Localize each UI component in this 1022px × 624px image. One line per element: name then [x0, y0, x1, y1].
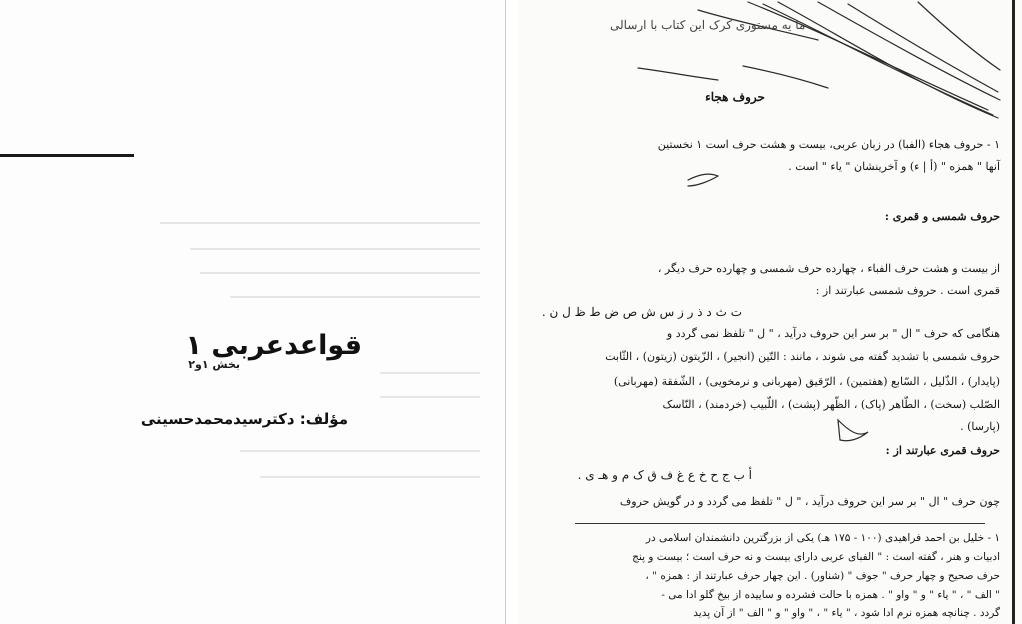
footnote-line: گردد . چنانچه همزه نرم ادا شود ، " یاء " ، " واو " و " الف " از آن پدید — [693, 607, 1000, 619]
page-gutter — [505, 0, 506, 624]
text-line: الصّلب (سخت) ، الطّاهر (پاک) ، الظّهر (پشت) ، اللّبیب (خردمند) ، النّاسک — [662, 398, 1000, 411]
text-line: چون حرف " ال " بر سر این حروف درآید ، " ل " تلفظ می گردد و در گویش حروف — [619, 495, 1000, 508]
footnote-line: ادبیات و هنر ، گفته است : " الفبای عربی دارای بیست و نه حرف است ؛ بیست و پنج — [632, 551, 1000, 563]
show-through-line — [380, 372, 480, 374]
footnote-line: حرف صحیح و چهار حرف " جوف " (شناور) . این چهار حرف عبارتند از : همزه " ، — [645, 570, 1000, 582]
footnote-rule — [575, 523, 985, 524]
cover-title: قواعدعربی ۱ — [185, 330, 362, 361]
left-page — [0, 0, 505, 624]
show-through-line — [160, 222, 480, 224]
text-line: (پایدار) ، الذّلیل ، السّابع (هفتمین) ، الرّقیق (مهربانی و نرمخویی) ، الشّفقة (مهربانی) — [613, 375, 1000, 388]
handwritten-header: ما یه مستوری کرک این کتاب با ارسالی — [610, 18, 806, 32]
show-through-line — [200, 272, 480, 274]
shamsi-letters: ت ث د ذ ر ز س ش ص ض ط ظ ل ن . — [541, 305, 742, 319]
text-line: قمری است . حروف شمسی عبارتند از : — [815, 284, 1000, 297]
cover-author: مؤلف: دکترسیدمحمدحسینی — [140, 410, 348, 428]
qamari-letters: أ ب ج ح خ ع غ ف ق ک م و هـ ی . — [577, 468, 752, 482]
show-through-line — [260, 476, 480, 478]
text-line: حروف شمسی با تشدید گفته می شوند ، مانند : التّین (انجیر) ، الزّیتون (زیتون) ، الثّابت — [605, 350, 1000, 363]
text-line: از بیست و هشت حرف الفباء ، چهارده حرف شمسی و چهارده حرف دیگر ، — [657, 262, 1000, 275]
text-line: (پارسا) . — [960, 420, 1000, 433]
text-line: هنگامی که حرف " ال " بر سر این حروف درآید ، " ل " تلفظ نمی گردد و — [666, 327, 1000, 340]
page-heading: حروف هجاء — [705, 90, 765, 104]
margin-mark — [0, 154, 134, 157]
text-line: ۱ - حروف هجاء (الفبا) در زبان عربی، بیست و هشت حرف است ۱ نخستین — [657, 138, 1000, 151]
footnote-line: " الف " ، " یاء " و " واو " . همزه با حالت فشرده و ساییده از بیخ گلو ادا می - — [661, 589, 1000, 601]
show-through-line — [230, 296, 480, 298]
footnote-line: ۱ - خلیل بن احمد فراهیدی (۱۰۰ - ۱۷۵ هـ) یکی از بزرگترین دانشمندان اسلامی در — [645, 532, 1000, 544]
section-heading-shamsi: حروف شمسی و قمری : — [884, 210, 1000, 223]
cover-subtitle: بخش ۱و۲ — [188, 358, 240, 371]
show-through-line — [190, 248, 480, 250]
section-heading-qamari: حروف قمری عبارتند از : — [885, 444, 1000, 457]
right-edge — [1012, 0, 1015, 624]
text-line: آنها " همزه " (أ | ء) و آخرینشان " یاء " است . — [788, 160, 1000, 173]
show-through-line — [240, 450, 480, 452]
show-through-line — [380, 396, 480, 398]
